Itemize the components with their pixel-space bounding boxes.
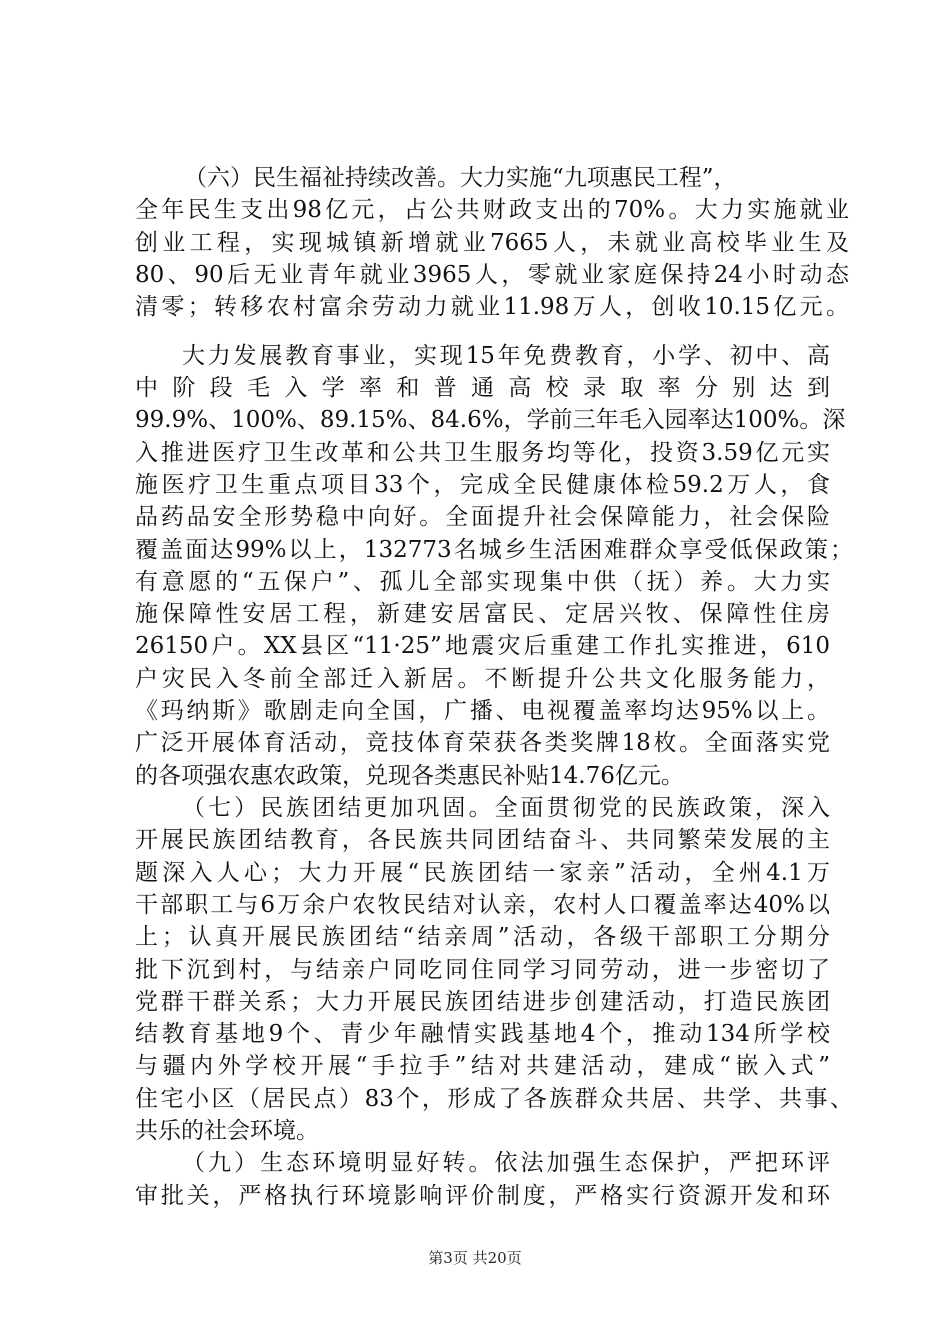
text-line: 审批关，严格执行环境影响评价制度，严格实行资源开发和环 <box>135 1183 830 1209</box>
text-line: 99.9%、100%、89.15%、84.6%，学前三年毛入园率达100%。深 <box>135 407 846 433</box>
text-line: 户灾民入冬前全部迁入新居。不断提升公共文化服务能力， <box>135 666 830 692</box>
text-line: 共乐的社会环境。 <box>135 1118 319 1144</box>
text-line: 题深入人心；大力开展“民族团结一家亲”活动，全州4.1万 <box>135 860 830 886</box>
text-line: （六）民生福祉持续改善。大力实施“九项惠民工程”， <box>184 165 737 191</box>
text-line: 党群干群关系；大力开展民族团结进步创建活动，打造民族团 <box>135 989 830 1015</box>
text-line: 与疆内外学校开展“手拉手”结对共建活动，建成“嵌入式” <box>135 1053 830 1079</box>
text-line: 干部职工与6万余户农牧民结对认亲，农村人口覆盖率达40%以 <box>135 892 830 918</box>
text-line: 结教育基地9个、青少年融情实践基地4个，推动134所学校 <box>135 1021 830 1047</box>
text-line: 全年民生支出98亿元，占公共财政支出的70%。大力实施就业 <box>135 197 849 223</box>
page-footer: 第3页 共20页 <box>428 1249 522 1267</box>
text-line: 施医疗卫生重点项目33个，完成全民健康体检59.2万人，食 <box>135 472 830 498</box>
text-line: 批下沉到村，与结亲户同吃同住同学习同劳动，进一步密切了 <box>135 957 830 983</box>
text-line: 清零；转移农村富余劳动力就业11.98万人，创收10.15亿元。 <box>135 294 849 320</box>
text-line: （七）民族团结更加巩固。全面贯彻党的民族政策，深入 <box>182 795 830 821</box>
text-line: 施保障性安居工程，新建安居富民、定居兴牧、保障性住房 <box>135 601 830 627</box>
text-line: 创业工程，实现城镇新增就业7665人，未就业高校毕业生及 <box>135 230 849 256</box>
text-line: 住宅小区（居民点）83个，形成了各族群众共居、共学、共事、 <box>135 1086 853 1112</box>
text-line: 有意愿的“五保户”、孤儿全部实现集中供（抚）养。大力实 <box>135 569 830 595</box>
text-line: 中阶段毛入学率和普通高校录取率分别达到 <box>135 375 830 401</box>
text-line: 的各项强农惠农政策，兑现各类惠民补贴14.76亿元。 <box>135 763 684 789</box>
text-line: 《玛纳斯》歌剧走向全国，广播、电视覆盖率均达95%以上。 <box>135 698 830 724</box>
text-line: （九）生态环境明显好转。依法加强生态保护，严把环评 <box>182 1150 830 1176</box>
text-line: 80、90后无业青年就业3965人，零就业家庭保持24小时动态 <box>135 262 849 288</box>
text-line: 开展民族团结教育，各民族共同团结奋斗、共同繁荣发展的主 <box>135 827 830 853</box>
text-line: 上；认真开展民族团结“结亲周”活动，各级干部职工分期分 <box>135 924 830 950</box>
text-line: 覆盖面达99%以上，132773名城乡生活困难群众享受低保政策； <box>135 537 853 563</box>
text-line: 入推进医疗卫生改革和公共卫生服务均等化，投资3.59亿元实 <box>135 440 830 466</box>
text-line: 大力发展教育事业，实现15年免费教育，小学、初中、高 <box>182 343 830 369</box>
text-line: 广泛开展体育活动，竞技体育荣获各类奖牌18枚。全面落实党 <box>135 730 830 756</box>
text-line: 26150户。XX县区“11·25”地震灾后重建工作扎实推进，610 <box>135 633 830 659</box>
text-line: 品药品安全形势稳中向好。全面提升社会保障能力，社会保险 <box>135 504 830 530</box>
